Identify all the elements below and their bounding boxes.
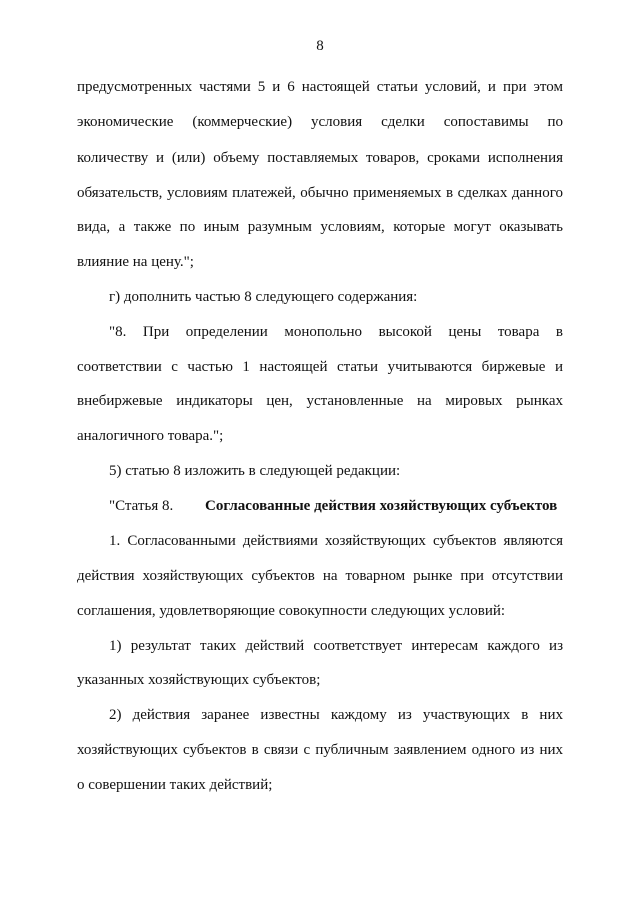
article-heading: Согласованные действия хозяйствующих субъектов <box>205 498 558 514</box>
text-line: обязательств, условиям платежей, обычно применяемых в сделках данного <box>77 185 563 201</box>
page-number: 8 <box>316 38 324 54</box>
text-line: аналогичного товара."; <box>77 428 224 444</box>
text-line: экономические (коммерческие) условия сделки сопоставимы по <box>77 114 563 130</box>
text-line: о совершении таких действий; <box>77 777 273 793</box>
text-line: соответствии с частью 1 настоящей статьи учитываются биржевые и <box>77 359 563 375</box>
text-line: "8. При определении монопольно высокой цены товара в <box>109 324 563 340</box>
text-line: предусмотренных частями 5 и 6 настоящей статьи условий, и при этом <box>77 79 563 95</box>
text-line: г) дополнить частью 8 следующего содержания: <box>109 289 418 305</box>
text-line: 5) статью 8 изложить в следующей редакции: <box>109 463 401 479</box>
text-line: хозяйствующих субъектов в связи с публичным заявлением одного из них <box>77 742 563 758</box>
text-line: количеству и (или) объему поставляемых товаров, сроками исполнения <box>77 150 563 166</box>
article-number: "Статья 8. <box>109 498 174 514</box>
text-line: 1) результат таких действий соответствует интересам каждого из <box>109 638 563 654</box>
text-line: вида, а также по иным разумным условиям, которые могут оказывать <box>77 219 563 235</box>
text-line: указанных хозяйствующих субъектов; <box>77 672 321 688</box>
text-line: влияние на цену."; <box>77 254 194 270</box>
text-line: соглашения, удовлетворяющие совокупности следующих условий: <box>77 603 506 619</box>
text-line: действия хозяйствующих субъектов на товарном рынке при отсутствии <box>77 568 563 584</box>
text-line: 1. Согласованными действиями хозяйствующих субъектов являются <box>109 533 563 549</box>
text-line: 2) действия заранее известны каждому из участвующих в них <box>109 707 563 723</box>
text-line: внебиржевые индикаторы цен, установленные на мировых рынках <box>77 393 563 409</box>
